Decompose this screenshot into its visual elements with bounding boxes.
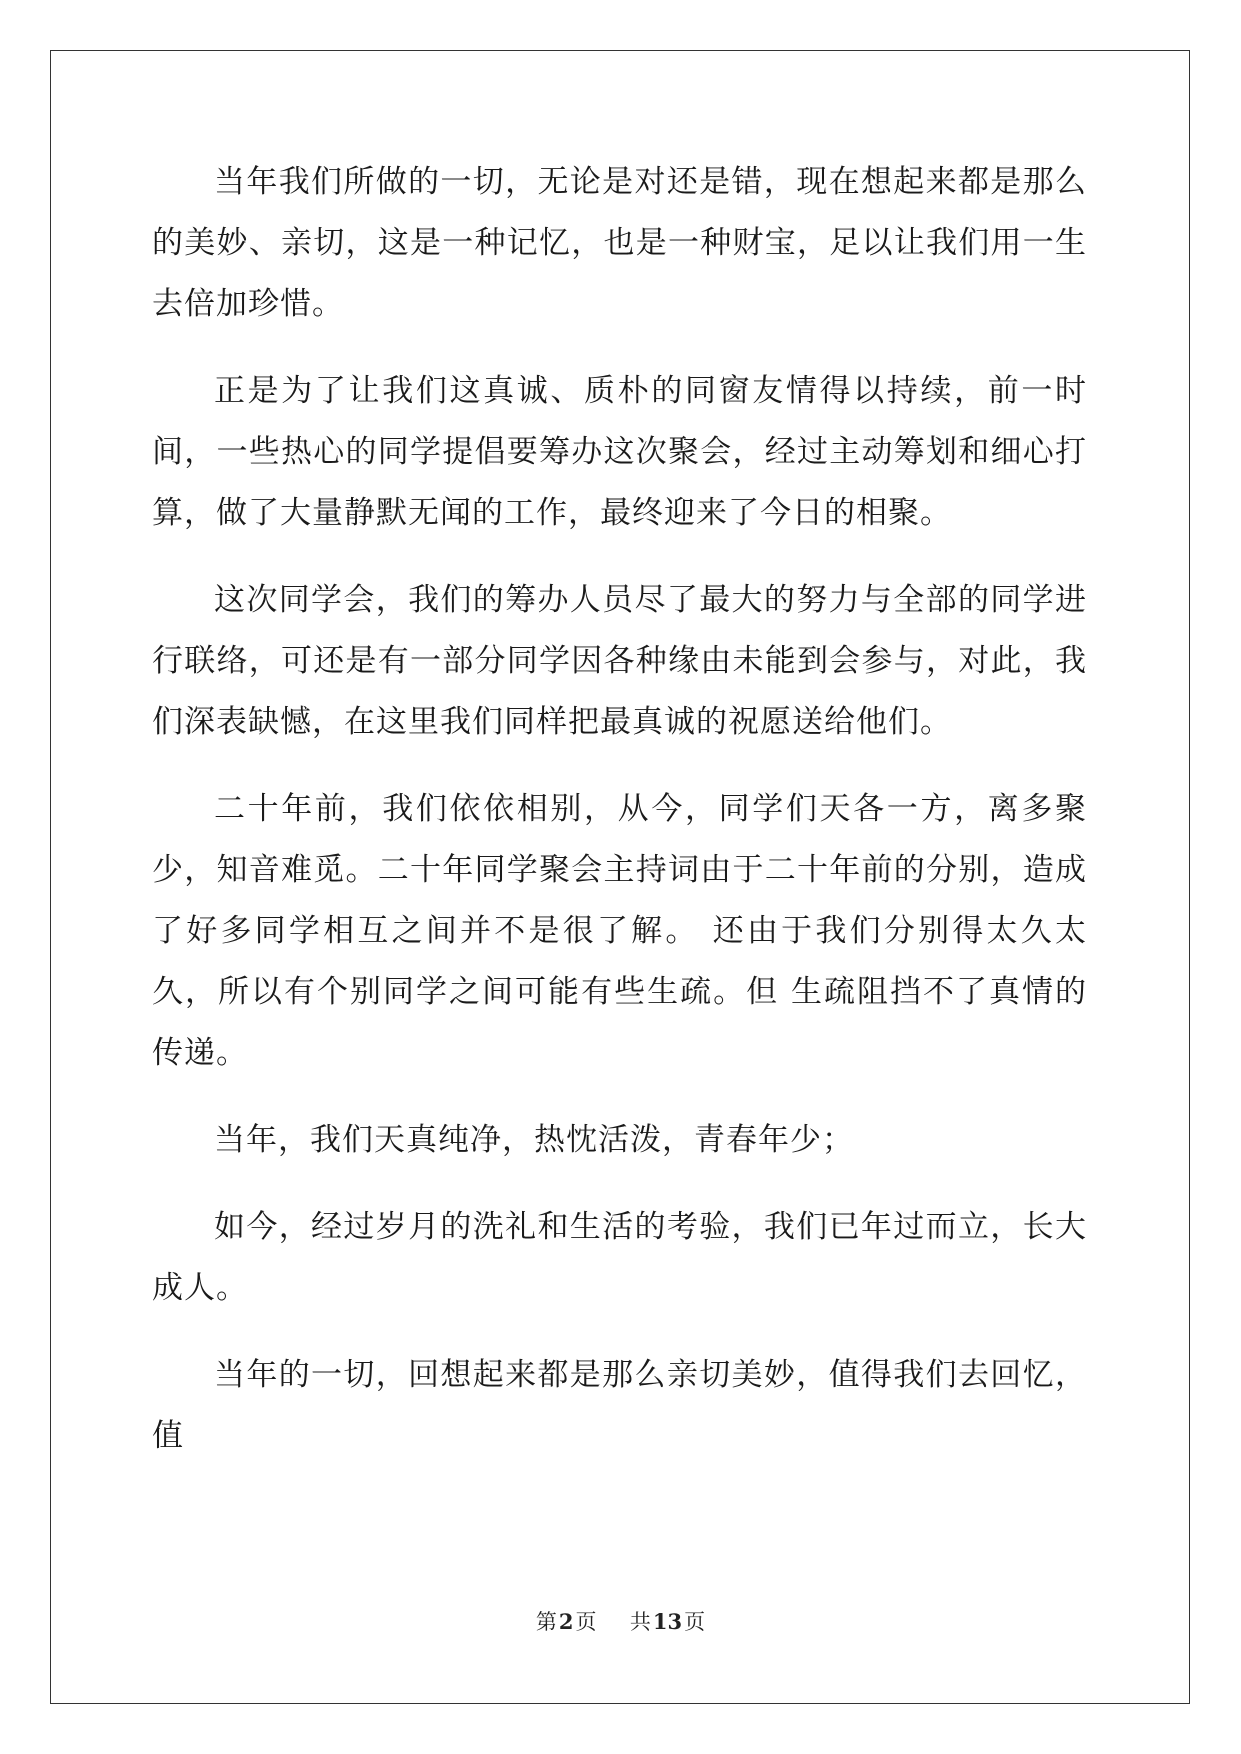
total-pages-indicator <box>630 1610 705 1634</box>
total-prefix: 共 <box>629 1610 651 1634</box>
paragraph-6: 如今，经过岁月的洗礼和生活的考验，我们已年过而立，长大成人。 <box>152 1209 1087 1306</box>
document-body <box>152 152 1087 1493</box>
paragraph-7: 当年的一切，回想起来都是那么亲切美妙，值得我们去回忆，值 <box>152 1357 1087 1454</box>
page-prefix: 第 <box>535 1610 557 1634</box>
total-suffix: 页 <box>684 1610 706 1634</box>
total-page-count: 13 <box>652 1609 683 1634</box>
paragraph-5: 当年，我们天真纯净，热忱活泼，青春年少； <box>214 1122 854 1158</box>
page-footer <box>0 1610 1241 1634</box>
paragraph-4: 二十年前，我们依依相别，从今，同学们天各一方，离多聚少，知音难觅。二十年同学聚会主持词由于二十年前的分别，造成了好多同学相互之间并不是很了解。 还由于我们分别得太久太久，所以有个别同学之间可能有些生疏。但 生疏阻挡不了真情的传递。 <box>152 791 1087 1071</box>
paragraph-1: 当年我们所做的一切，无论是对还是错，现在想起来都是那么的美妙、亲切，这是一种记忆，也是一种财宝，足以让我们用一生去倍加珍惜。 <box>152 164 1087 322</box>
page-suffix: 页 <box>575 1610 597 1634</box>
paragraph-3: 这次同学会，我们的筹办人员尽了最大的努力与全部的同学进行联络，可还是有一部分同学因各种缘由未能到会参与，对此，我们深表缺憾，在这里我们同样把最真诚的祝愿送给他们。 <box>152 582 1087 740</box>
page-indicator <box>536 1610 597 1634</box>
current-page-number: 2 <box>558 1609 574 1634</box>
paragraph-2: 正是为了让我们这真诚、质朴的同窗友情得以持续，前一时间，一些热心的同学提倡要筹办这次聚会，经过主动筹划和细心打算，做了大量静默无闻的工作，最终迎来了今日的相聚。 <box>152 373 1087 531</box>
